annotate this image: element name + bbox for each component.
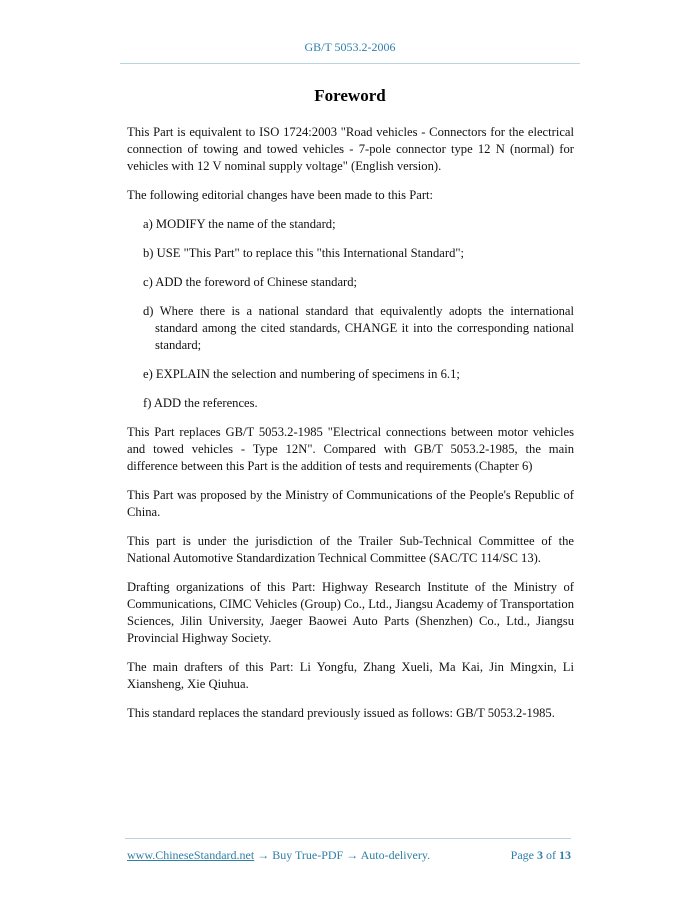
page-current: 3	[537, 848, 543, 862]
paragraph-drafting-organizations: Drafting organizations of this Part: Highway Research Institute of the Ministry of Communications, CIMC Vehicles (Group) Co., Ltd., Jiangsu Academy of Transportation Sciences, Jilin University, Jaeger Baowei Auto Parts (Shenzhen) Co., Ltd., Jiangsu Provincial Highway Society.	[127, 580, 574, 645]
list-item: e) EXPLAIN the selection and numbering of specimens in 6.1;	[143, 367, 460, 381]
paragraph-editorial-changes: The following editorial changes have been made to this Part:	[127, 188, 434, 202]
page-number	[511, 848, 571, 863]
foreword-body	[127, 124, 574, 734]
paragraph-replaces: This Part replaces GB/T 5053.2-1985 "Electrical connections between motor vehicles and towed vehicles - Type 12N". Compared with GB/T 5053.2-1985, the main difference between this Part is the addition of tests and requirements (Chapter 6)	[127, 425, 574, 473]
paragraph-main-drafters: The main drafters of this Part: Li Yongfu, Zhang Xueli, Ma Kai, Jin Mingxin, Li Xiansheng, Xie Qiuhua.	[127, 660, 574, 691]
paragraph-equivalence: This Part is equivalent to ISO 1724:2003 "Road vehicles - Connectors for the electrical connection of towing and towed vehicles - 7-pole connector type 12 N (normal) for vehicles with 12 V nominal supply voltage" (English version).	[127, 125, 574, 173]
list-item: a) MODIFY the name of the standard;	[143, 217, 336, 231]
paragraph-jurisdiction: This part is under the jurisdiction of the Trailer Sub-Technical Committee of the National Automotive Standardization Technical Committee (SAC/TC 114/SC 13).	[127, 534, 574, 565]
list-item: d) Where there is a national standard that equivalently adopts the international standard among the cited standards, CHANGE it into the corresponding national standard;	[143, 304, 574, 352]
list-item: b) USE "This Part" to replace this "this International Standard";	[143, 246, 464, 260]
website-link[interactable]: www.ChineseStandard.net	[127, 848, 255, 862]
paragraph-previous-issue: This standard replaces the standard previously issued as follows: GB/T 5053.2-1985.	[127, 706, 555, 720]
page-title: Foreword	[314, 86, 386, 105]
footer-divider	[125, 838, 571, 839]
header-divider	[120, 63, 580, 64]
list-item: f) ADD the references.	[143, 396, 258, 410]
document-code-header: GB/T 5053.2-2006	[304, 40, 396, 54]
page-total: 13	[559, 848, 571, 862]
of-label: of	[546, 848, 556, 862]
list-item: c) ADD the foreword of Chinese standard;	[143, 275, 358, 289]
paragraph-proposed-by: This Part was proposed by the Ministry of Communications of the People's Republic of China.	[127, 488, 574, 519]
footer-tagline: → Buy True-PDF → Auto-delivery.	[254, 848, 431, 862]
footer-promo	[127, 848, 430, 863]
page-label: Page	[510, 848, 534, 862]
